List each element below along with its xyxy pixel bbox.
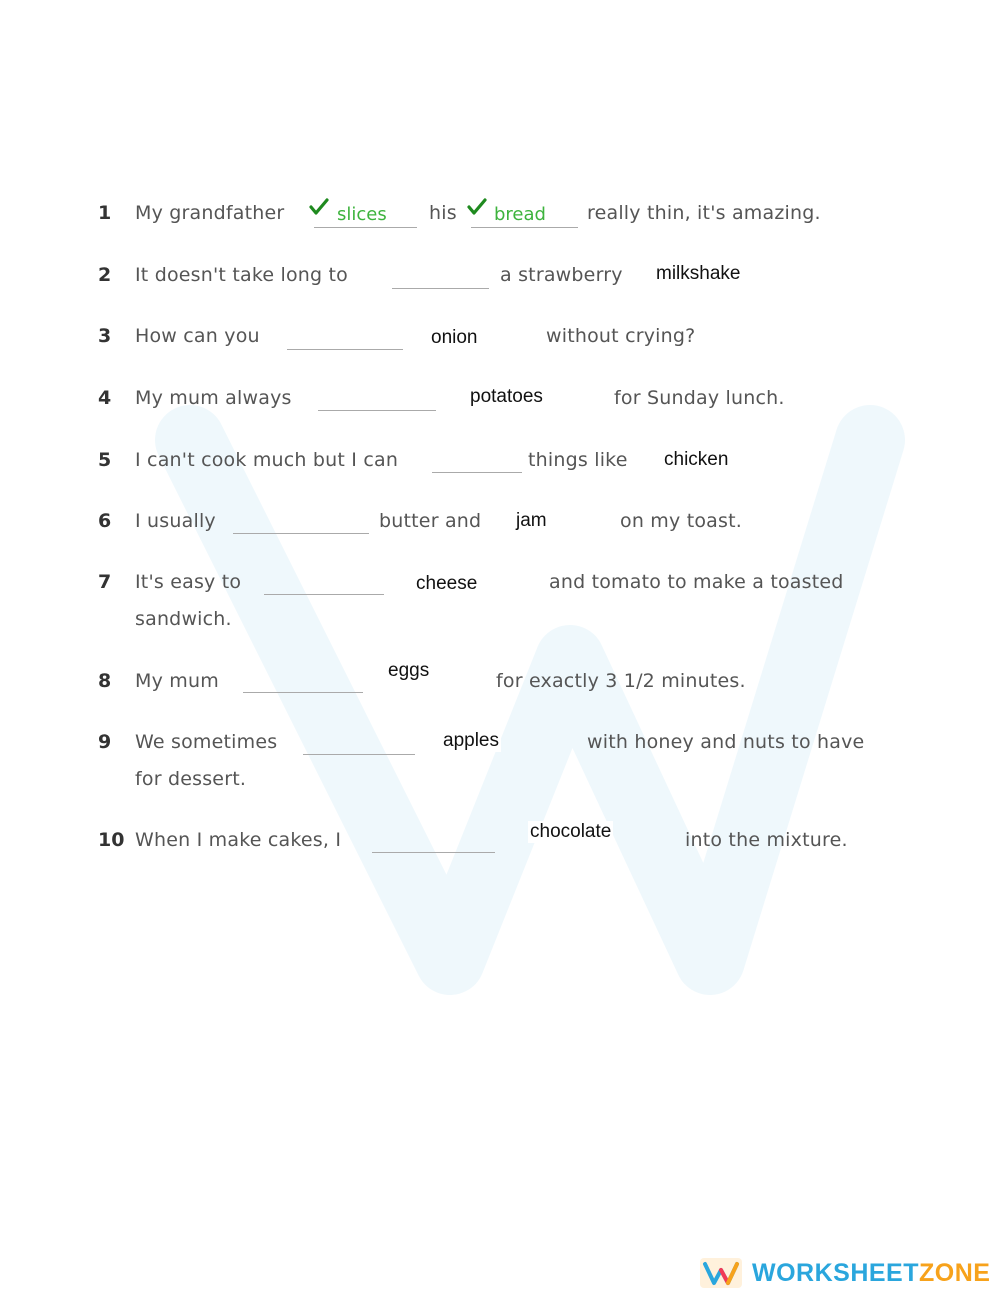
question-number: 8 <box>98 670 112 692</box>
brand-name-part: WORKSHEET <box>752 1259 919 1287</box>
question-number: 2 <box>98 264 112 286</box>
question-text: for exactly 3 1/2 minutes. <box>496 670 746 692</box>
answer-blank[interactable] <box>233 515 369 534</box>
correct-answer: bread <box>494 204 546 225</box>
question-number: 1 <box>98 202 112 224</box>
brand-logo-text <box>752 1259 990 1288</box>
question-text: things like <box>528 449 628 471</box>
question-text: sandwich. <box>135 608 232 630</box>
draggable-word[interactable]: apples <box>443 730 499 751</box>
draggable-word[interactable]: milkshake <box>656 263 741 284</box>
question-number: 5 <box>98 449 112 471</box>
worksheetzone-w-icon <box>700 1258 742 1288</box>
question-text: My mum always <box>135 387 292 409</box>
answer-blank[interactable] <box>303 736 415 755</box>
question-number: 3 <box>98 325 112 347</box>
question-text: We sometimes <box>135 731 278 753</box>
draggable-word[interactable]: onion <box>431 327 478 348</box>
draggable-word[interactable]: eggs <box>388 660 430 681</box>
question-number: 4 <box>98 387 112 409</box>
question-text: It doesn't take long to <box>135 264 348 286</box>
answer-blank[interactable] <box>318 392 436 411</box>
answer-blank[interactable] <box>243 674 363 693</box>
question-text: into the mixture. <box>685 829 848 851</box>
answer-blank[interactable] <box>432 454 522 473</box>
correct-answer: slices <box>337 204 387 225</box>
question-text: It's easy to <box>135 571 242 593</box>
question-text: I usually <box>135 510 216 532</box>
question-text: really thin, it's amazing. <box>587 202 821 224</box>
question-text: for Sunday lunch. <box>614 387 785 409</box>
answer-blank[interactable] <box>392 270 489 289</box>
watermark-logo <box>150 400 910 1000</box>
question-number: 9 <box>98 731 112 753</box>
brand-name-part: ZONE <box>919 1259 991 1287</box>
question-text: with honey and nuts to have <box>587 731 865 753</box>
answer-blank[interactable] <box>372 834 495 853</box>
question-text: without crying? <box>546 325 696 347</box>
question-text: My grandfather <box>135 202 285 224</box>
question-text: How can you <box>135 325 260 347</box>
answer-blank[interactable] <box>287 331 403 350</box>
answer-blank[interactable] <box>264 576 384 595</box>
draggable-word[interactable]: chicken <box>664 449 729 470</box>
question-number: 10 <box>98 829 125 851</box>
question-text: on my toast. <box>620 510 743 532</box>
question-text: My mum <box>135 670 219 692</box>
question-number: 6 <box>98 510 112 532</box>
question-text: and tomato to make a toasted <box>549 571 844 593</box>
draggable-word[interactable]: chocolate <box>530 821 612 842</box>
draggable-word[interactable]: jam <box>516 510 547 531</box>
question-text: a strawberry <box>500 264 623 286</box>
question-text: his <box>429 202 457 224</box>
question-number: 7 <box>98 571 112 593</box>
draggable-word[interactable]: cheese <box>416 573 478 594</box>
question-text: for dessert. <box>135 768 247 790</box>
question-text: When I make cakes, I <box>135 829 342 851</box>
question-text: butter and <box>379 510 482 532</box>
draggable-word[interactable]: potatoes <box>470 386 543 407</box>
question-text: I can't cook much but I can <box>135 449 399 471</box>
